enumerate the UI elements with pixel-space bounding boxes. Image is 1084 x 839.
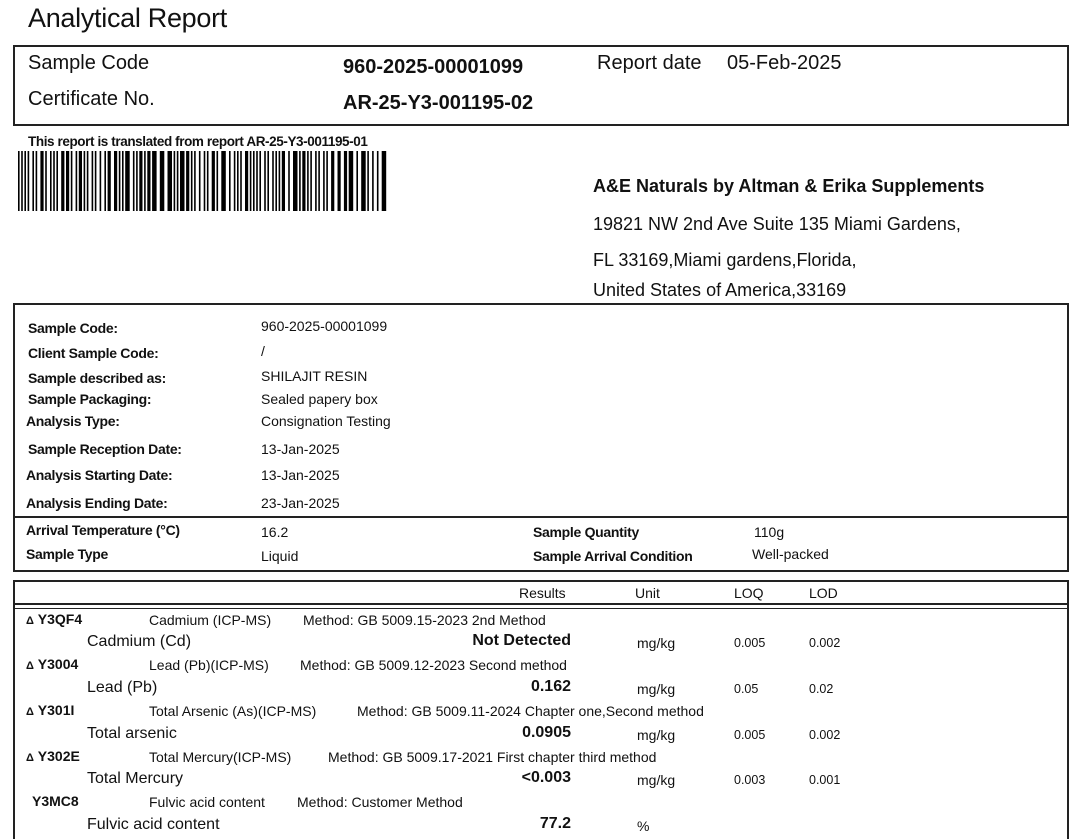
divider — [13, 516, 1069, 518]
barcode-bar — [279, 151, 281, 211]
barcode-bar — [326, 151, 328, 211]
lod-value: 0.002 — [809, 728, 841, 742]
barcode-bar — [256, 151, 258, 211]
certificate-label: Certificate No. — [28, 88, 155, 110]
barcode-bar — [21, 151, 23, 211]
barcode-bar — [361, 151, 366, 211]
barcode-bar — [240, 151, 242, 211]
unit-value: mg/kg — [637, 727, 676, 743]
test-method: Method: GB 5009.11-2024 Chapter one,Second method — [357, 703, 704, 719]
test-code — [32, 793, 79, 809]
barcode-bar — [217, 151, 219, 211]
barcode-bar — [194, 151, 196, 211]
analyte-name: Fulvic acid content — [87, 816, 220, 833]
test-code — [26, 748, 80, 764]
barcode-bar — [24, 151, 26, 211]
barcode-bar — [250, 151, 252, 211]
arrival-condition-label: Sample Arrival Condition — [533, 548, 693, 564]
barcode-bar — [349, 151, 354, 211]
loq-value: 0.005 — [734, 728, 766, 742]
barcode-bar — [207, 151, 209, 211]
barcode — [18, 151, 388, 211]
loq-value: 0.05 — [734, 682, 759, 696]
sample-code-value: 960-2025-00001099 — [343, 56, 524, 78]
result-value: 77.2 — [539, 815, 571, 832]
barcode-bar — [32, 151, 34, 211]
barcode-bar — [133, 151, 135, 211]
barcode-bar — [139, 151, 142, 211]
barcode-bar — [61, 151, 64, 211]
test-code-text: Y3MC8 — [32, 793, 79, 809]
barcode-bar — [125, 151, 130, 211]
sample-info-label: Analysis Starting Date: — [26, 467, 173, 483]
barcode-bar — [87, 151, 89, 211]
page-title: Analytical Report — [28, 3, 227, 33]
sample-info-label: Sample Code: — [28, 320, 118, 336]
sample-info-value: 13-Jan-2025 — [261, 467, 340, 483]
barcode-bar — [293, 151, 298, 211]
report-date-value: 05-Feb-2025 — [727, 52, 842, 74]
unit-header: Unit — [635, 585, 660, 601]
sample-info-value: Sealed papery box — [261, 391, 378, 407]
barcode-bar — [377, 151, 379, 211]
result-value: <0.003 — [521, 769, 571, 786]
barcode-bar — [253, 151, 255, 211]
table-header-rule-thin — [13, 608, 1069, 609]
test-code-text: Y301I — [37, 702, 75, 718]
arrival-condition-value: Well-packed — [752, 546, 829, 562]
barcode-bar — [234, 151, 236, 211]
sample-info-label: Analysis Type: — [26, 413, 120, 429]
loq-header: LOQ — [734, 585, 764, 601]
result-value: Not Detected — [472, 632, 571, 649]
report-date-label: Report date — [597, 52, 702, 74]
barcode-bar — [307, 151, 309, 211]
barcode-bar — [177, 151, 179, 211]
barcode-bar — [100, 151, 102, 211]
barcode-bar — [40, 151, 43, 211]
sample-info-value: 23-Jan-2025 — [261, 495, 340, 511]
test-name: Cadmium (ICP-MS) — [149, 612, 272, 628]
barcode-bar — [66, 151, 69, 211]
lod-value: 0.001 — [809, 773, 841, 787]
results-header: Results — [519, 585, 566, 601]
table-header-rule — [13, 603, 1069, 605]
barcode-bar — [36, 151, 38, 211]
barcode-bar — [84, 151, 86, 211]
sample-info-value: Consignation Testing — [261, 413, 391, 429]
barcode-bar — [180, 151, 185, 211]
barcode-bar — [104, 151, 106, 211]
client-address-line1: 19821 NW 2nd Ave Suite 135 Miami Gardens, — [593, 214, 961, 234]
test-name: Total Mercury(ICP-MS) — [149, 749, 292, 765]
test-code — [26, 611, 82, 627]
barcode-bar — [237, 151, 239, 211]
barcode-bar — [53, 151, 55, 211]
sample-info-label: Sample Packaging: — [28, 391, 152, 407]
test-code-text: Y3004 — [37, 656, 79, 672]
accredited-mark: Δ — [26, 706, 34, 718]
barcode-bar — [204, 151, 206, 211]
barcode-bar — [315, 151, 317, 211]
barcode-bar — [71, 151, 73, 211]
barcode-bar — [264, 151, 266, 211]
barcode-bar — [191, 151, 193, 211]
arrival-temp-value: 16.2 — [261, 524, 289, 540]
test-code — [26, 656, 78, 672]
barcode-bar — [338, 151, 341, 211]
test-name: Fulvic acid content — [149, 794, 265, 810]
test-code-text: Y3QF4 — [37, 611, 83, 627]
test-method: Method: Customer Method — [297, 794, 463, 810]
test-code — [26, 702, 74, 718]
barcode-bar — [28, 151, 30, 211]
client-address-line2: FL 33169,Miami gardens,Florida, — [593, 250, 857, 270]
unit-value: mg/kg — [637, 772, 676, 788]
test-code-text: Y302E — [37, 748, 80, 764]
barcode-bar — [136, 151, 138, 211]
barcode-bar — [186, 151, 189, 211]
barcode-bar — [323, 151, 325, 211]
barcode-bar — [299, 151, 301, 211]
barcode-bar — [174, 151, 176, 211]
arrival-temp-label: Arrival Temperature (°C) — [26, 522, 180, 538]
client-address-line3: United States of America,33169 — [593, 280, 847, 300]
barcode-bar — [95, 151, 97, 211]
sample-info-label: Analysis Ending Date: — [26, 495, 168, 511]
test-method: Method: GB 5009.15-2023 2nd Method — [303, 612, 546, 628]
accredited-mark: Δ — [26, 752, 34, 764]
test-name: Total Arsenic (As)(ICP-MS) — [149, 703, 317, 719]
result-value: 0.0905 — [522, 724, 571, 741]
sample-info-label: Sample Reception Date: — [28, 441, 182, 457]
unit-value: mg/kg — [637, 635, 676, 651]
test-method: Method: GB 5009.12-2023 Second method — [300, 657, 567, 673]
sample-info-value: / — [261, 343, 265, 359]
barcode-bar — [267, 151, 269, 211]
barcode-bar — [45, 151, 47, 211]
barcode-bar — [331, 151, 334, 211]
barcode-bar — [344, 151, 347, 211]
barcode-bar — [108, 151, 111, 211]
unit-value: mg/kg — [637, 681, 676, 697]
sample-type-value: Liquid — [261, 548, 299, 564]
analyte-name: Lead (Pb) — [87, 679, 158, 696]
barcode-bar — [160, 151, 165, 211]
sample-info-value: 960-2025-00001099 — [261, 318, 388, 334]
test-name: Lead (Pb)(ICP-MS) — [149, 657, 269, 673]
barcode-bar — [356, 151, 358, 211]
unit-value: % — [637, 818, 650, 834]
barcode-bar — [288, 151, 290, 211]
lod-value: 0.02 — [809, 682, 834, 696]
barcode-bar — [272, 151, 274, 211]
lod-value: 0.002 — [809, 636, 841, 650]
barcode-bar — [302, 151, 305, 211]
barcode-bar — [367, 151, 369, 211]
sample-type-label: Sample Type — [26, 546, 109, 562]
barcode-bar — [79, 151, 82, 211]
client-name: A&E Naturals by Altman & Erika Supplements — [593, 176, 985, 196]
test-method: Method: GB 5009.17-2021 First chapter third method — [328, 749, 657, 765]
barcode-bar — [275, 151, 277, 211]
loq-value: 0.005 — [734, 636, 766, 650]
analyte-name: Cadmium (Cd) — [87, 633, 192, 650]
sample-info-value: SHILAJIT RESIN — [261, 368, 368, 384]
sample-info-label: Client Sample Code: — [28, 345, 159, 361]
sample-info-value: 13-Jan-2025 — [261, 441, 340, 457]
analyte-name: Total Mercury — [87, 770, 184, 787]
loq-value: 0.003 — [734, 773, 766, 787]
sample-info-label: Sample described as: — [28, 370, 166, 386]
barcode-bar — [119, 151, 121, 211]
accredited-mark: Δ — [26, 615, 34, 627]
sample-code-label: Sample Code — [28, 52, 150, 74]
barcode-bar — [318, 151, 320, 211]
barcode-bar — [372, 151, 374, 211]
analyte-name: Total arsenic — [87, 725, 177, 742]
barcode-bar — [168, 151, 173, 211]
barcode-bar — [144, 151, 146, 211]
barcode-bar — [310, 151, 312, 211]
barcode-bar — [56, 151, 58, 211]
barcode-bar — [152, 151, 157, 211]
result-value: 0.162 — [530, 678, 571, 695]
lod-header: LOD — [809, 585, 838, 601]
barcode-bar — [92, 151, 94, 211]
barcode-bar — [199, 151, 201, 211]
barcode-bar — [212, 151, 215, 211]
barcode-bar — [76, 151, 78, 211]
translation-note: This report is translated from report AR-25-Y3-001195-01 — [28, 134, 368, 149]
barcode-bar — [382, 151, 387, 211]
barcode-bar — [259, 151, 261, 211]
sample-quantity-value: 110g — [754, 524, 785, 540]
barcode-bar — [18, 151, 20, 211]
barcode-bar — [282, 151, 285, 211]
barcode-bar — [122, 151, 124, 211]
barcode-bar — [147, 151, 150, 211]
sample-quantity-label: Sample Quantity — [533, 524, 639, 540]
header-box — [13, 45, 1069, 126]
accredited-mark: Δ — [26, 660, 34, 672]
barcode-bar — [50, 151, 52, 211]
barcode-bar — [229, 151, 231, 211]
barcode-bar — [114, 151, 117, 211]
barcode-bar — [245, 151, 248, 211]
barcode-bar — [221, 151, 226, 211]
certificate-value: AR-25-Y3-001195-02 — [343, 92, 534, 114]
